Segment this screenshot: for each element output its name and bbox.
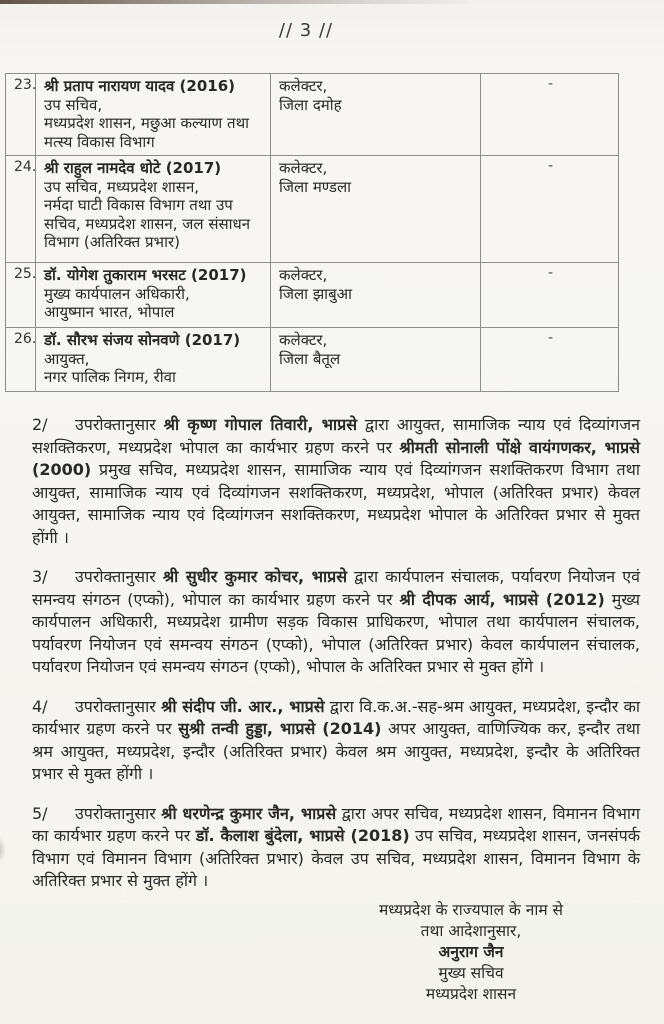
paragraph-text: उप सचिव, मध्यप्रदेश शासन, जनसंपर्क विभाग एवं विमानन विभाग (अतिरिक्त प्रभार) केवल उप सचिव, मध्यप्रदेश शासन, विमानन विभाग के अतिरिक्त प्रभार से मुक्त होंगे । [32, 826, 640, 890]
officer-detail-line: आयुक्त, [44, 349, 90, 368]
officer-name-bold: श्री सुधीर कुमार कोचर, भाप्रसे [162, 567, 348, 586]
paragraph-number: 4/ [32, 696, 48, 716]
officer-details-cell [36, 156, 271, 263]
officer-details-cell [36, 74, 271, 156]
officer-details-cell [36, 263, 271, 328]
remark-cell: - [481, 156, 619, 263]
table-row [6, 328, 619, 392]
paragraph-text: द्वारा कार्यपालन संचालक, पर्यावरण नियोजन एवं समन्वय संगठन (एप्को), भोपाल का कार्यभार ग्रहण करने पर [32, 567, 641, 609]
paragraph-text: उपरोक्तानुसार [75, 567, 163, 586]
paragraph-text: प्रमुख सचिव, मध्यप्रदेश शासन, सामाजिक न्याय एवं दिव्यांगजन सशक्तिकरण विभाग तथा आयुक्त, सामाजिक न्याय एवं दिव्यांगजन सशक्तिकरण, मध्यप्रदेश, भोपाल (अतिरिक्त प्रभार) केवल आयुक्त, सामाजिक न्याय एवं दिव्यांगजन सशक्तिकरण, मध्यप्रदेश भोपाल के अतिरिक्त प्रभार से मुक्त होंगी । [32, 460, 640, 547]
paragraph-text: अपर आयुक्त, वाणिज्यिक कर, इन्दौर तथा श्रम आयुक्त, मध्यप्रदेश, इन्दौर (अतिरिक्त प्रभार) केवल श्रम आयुक्त, मध्यप्रदेश, इन्दौर के अतिरिक्त प्रभार से मुक्त होंगी । [32, 719, 640, 783]
remark-cell: - [481, 328, 619, 392]
officer-detail-line: मत्स्य विकास विभाग [44, 132, 155, 151]
officer-detail-line: उप सचिव, [44, 95, 103, 114]
signature-order-line: तथा आदेशानुसार, [420, 922, 522, 940]
remark-cell: - [481, 263, 619, 328]
page-number: // 3 // [278, 20, 334, 41]
officer-detail-line: आयुष्मान भारत, भोपाल [44, 303, 175, 321]
order-paragraphs [32, 414, 640, 910]
officer-detail-line: डॉ. योगेश तुकाराम भरसट (2017) [44, 266, 247, 284]
posting-line: कलेक्टर, [279, 77, 328, 95]
officer-name-bold: श्री कृष्ण गोपाल तिवारी, भाप्रसे [163, 415, 358, 434]
serial-number-cell: 23. [6, 74, 36, 156]
posting-cell [271, 328, 481, 392]
paragraph-text: द्वारा वि.क.अ.-सह-श्रम आयुक्त, मध्यप्रदेश, इन्दौर का कार्यभार ग्रहण करने पर [32, 696, 640, 738]
signatory-name: अनुराग जैन [438, 943, 504, 961]
posting-line: कलेक्टर, [279, 266, 328, 284]
posting-line: जिला बैतूल [279, 349, 341, 368]
posting-cell [271, 156, 481, 263]
officer-name-bold: सुश्री तन्वी हुड्डा, भाप्रसे (2014) [178, 719, 382, 738]
officer-detail-line: श्री प्रताप नारायण यादव (2016) [44, 77, 236, 95]
paragraph-number: 3/ [32, 567, 48, 586]
officer-detail-line: सचिव, मध्यप्रदेश शासन, जल संसाधन [44, 214, 251, 233]
signature-authority-line: मध्यप्रदेश के राज्यपाल के नाम से [378, 901, 564, 919]
scan-artifact-left-edge [0, 836, 6, 864]
paragraph-number: 5/ [32, 803, 48, 823]
officer-detail-line: नर्मदा घाटी विकास विभाग तथा उप [44, 196, 233, 214]
officer-name-bold: श्री धरणेन्द्र कुमार जैन, भाप्रसे [161, 803, 337, 823]
officer-detail-line: मुख्य कार्यपालन अधिकारी, [44, 284, 190, 303]
officer-detail-line: उप सचिव, मध्यप्रदेश शासन, [44, 177, 200, 196]
posting-line: जिला मण्डला [279, 177, 352, 196]
officer-detail-line: श्री राहुल नामदेव धोटे (2017) [44, 159, 222, 177]
serial-number-cell: 25. [6, 263, 36, 328]
posting-cell [271, 74, 481, 156]
paragraph-text: द्वारा आयुक्त, सामाजिक न्याय एवं दिव्यांगजन सशक्तिकरण, मध्यप्रदेश भोपाल का कार्यभार ग्रहण करने पर [32, 415, 641, 457]
paragraph-text: मुख्य कार्यपालन अधिकारी, मध्यप्रदेश ग्रामीण सड़क विकास प्राधिकरण, भोपाल तथा कार्यपालन संचालक, पर्यावरण नियोजन एवं समन्वय संगठन (एप्को), भोपाल (अतिरिक्त प्रभार) केवल कार्यपालन संचालक, पर्यावरण नियोजन एवं समन्वय संगठन (एप्को), भोपाल के अतिरिक्त प्रभार से मुक्त होंगे । [32, 589, 641, 676]
serial-number-cell: 26. [6, 328, 36, 392]
paragraph-text: उपरोक्तानुसार [75, 415, 164, 434]
order-paragraph [32, 566, 640, 679]
paragraph-number: 2/ [32, 415, 48, 434]
officer-name-bold: श्रीमती सोनाली पोंक्षे वायंगणकर, भाप्रसे (2000) [32, 437, 640, 479]
officer-details-cell [36, 328, 271, 392]
posting-line: कलेक्टर, [279, 159, 328, 177]
paragraph-text: उपरोक्तानुसार [75, 803, 162, 823]
order-paragraph [32, 696, 640, 786]
officer-name-bold: डॉ. कैलाश बुंदेला, भाप्रसे (2018) [195, 826, 410, 845]
order-paragraph [32, 414, 640, 549]
officer-name-bold: श्री दीपक आर्य, भाप्रसे (2012) [399, 589, 605, 609]
table-row [6, 263, 619, 328]
officer-detail-line: नगर पालिक निगम, रीवा [44, 368, 176, 386]
signatory-designation: मुख्य सचिव [438, 964, 504, 982]
officer-name-bold: श्री संदीप जी. आर., भाप्रसे [161, 696, 325, 716]
officer-detail-line: विभाग (अतिरिक्त प्रभार) [44, 233, 180, 251]
signature-block [340, 900, 602, 1005]
remark-cell: - [481, 74, 619, 156]
order-paragraph [32, 803, 640, 893]
table-row [6, 156, 619, 263]
paragraph-text: उपरोक्तानुसार [75, 696, 162, 716]
officer-detail-line: मध्यप्रदेश शासन, मछुआ कल्याण तथा [44, 114, 250, 132]
table-body [6, 74, 619, 392]
officers-transfer-table [5, 73, 619, 392]
posting-line: जिला झाबुआ [279, 284, 352, 303]
posting-line: कलेक्टर, [279, 331, 328, 349]
posting-cell [271, 263, 481, 328]
officer-detail-line: डॉ. सौरभ संजय सोनवणे (2017) [44, 331, 241, 349]
table-row [6, 74, 619, 156]
signatory-organization: मध्यप्रदेश शासन [425, 985, 517, 1003]
paragraph-text: द्वारा अपर सचिव, मध्यप्रदेश शासन, विमानन विभाग का कार्यभार ग्रहण करने पर [32, 803, 640, 845]
serial-number-cell: 24. [6, 156, 36, 263]
posting-line: जिला दमोह [279, 95, 342, 114]
scan-artifact-top [0, 0, 468, 4]
